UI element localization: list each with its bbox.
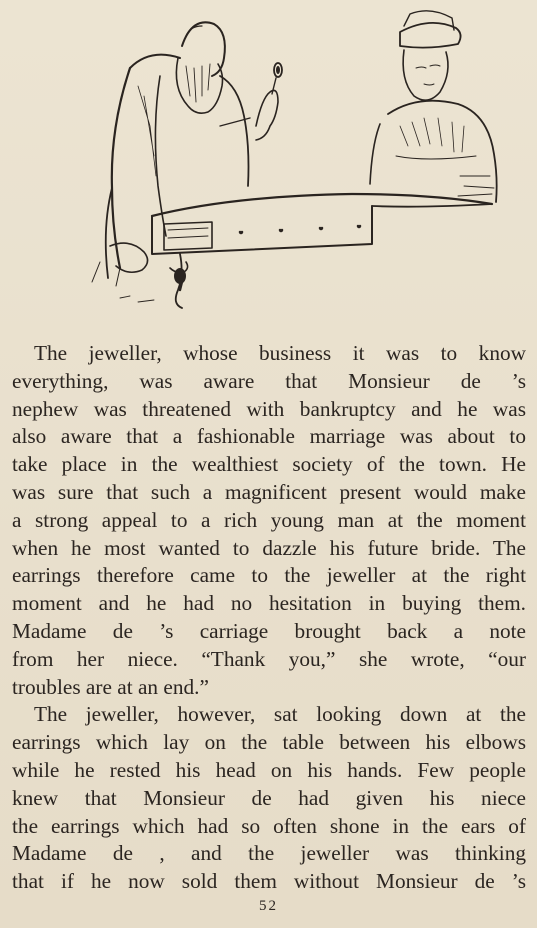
text-line: when he most wanted to dazzle his future bride. The — [12, 535, 526, 560]
text-line: knew that Monsieur de had given his niece — [12, 785, 526, 810]
text-line: while he rested his head on his hands. Few people — [12, 757, 526, 782]
text-line: moment and he had no hesitation in buying them. — [12, 591, 526, 616]
text-line: a strong appeal to a rich young man at the moment — [12, 507, 526, 532]
text-line: earrings which lay on the table between his elbows — [12, 730, 526, 755]
text-line: everything, was aware that Monsieur de ’s — [12, 368, 526, 393]
text-line: earrings therefore came to the jeweller at the right — [12, 563, 526, 588]
body-text — [12, 340, 526, 896]
text-line: troubles are at an end.” — [12, 674, 209, 699]
text-line: was sure that such a magnificent present would make — [12, 479, 526, 504]
text-line: The jeweller, however, sat looking down at the — [34, 702, 526, 727]
text-line: the earrings which had so often shone in the ears of — [12, 813, 526, 838]
paragraph-1 — [12, 340, 526, 701]
text-line: The jeweller, whose business it was to know — [34, 341, 526, 365]
text-line: nephew was threatened with bankruptcy and he was — [12, 396, 526, 421]
text-line: that if he now sold them without Monsieur de ’s — [12, 869, 526, 894]
text-line: Madame de ’s carriage brought back a note — [12, 618, 526, 643]
page-number: 52 — [259, 898, 278, 914]
text-line: take place in the wealthiest society of the town. He — [12, 452, 526, 477]
text-line: Madame de , and the jeweller was thinking — [12, 841, 526, 866]
text-line: also aware that a fashionable marriage was about to — [12, 424, 526, 449]
text-line: from her niece. “Thank you,” she wrote, “our — [12, 646, 526, 671]
paragraph-2 — [12, 701, 526, 896]
jeweller-illustration — [60, 6, 500, 312]
